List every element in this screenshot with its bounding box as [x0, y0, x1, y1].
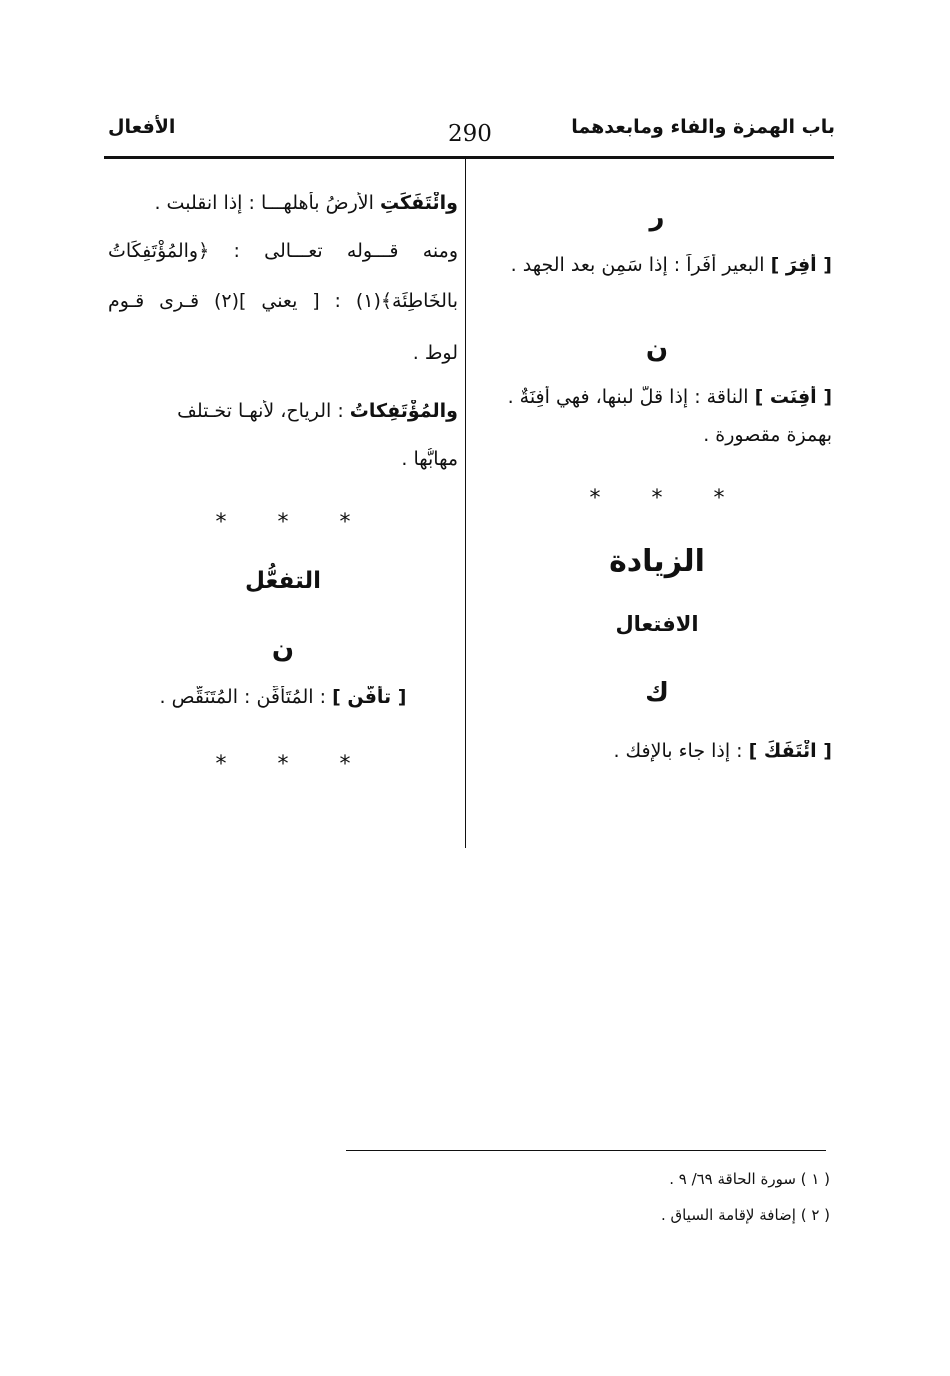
section-separator-stars: * * * — [589, 486, 747, 511]
right-column — [482, 170, 832, 780]
section-heading-tafaul: التفعُّل — [245, 568, 321, 594]
entry-definition: : المُتَأَفِّن : المُتَنَقِّص . — [159, 686, 327, 708]
entry-definition: البعير أَفَراً : إذا سَمِن بعد الجهد . — [510, 254, 765, 276]
entry-afinat-continuation: بهمزة مقصورة . — [703, 424, 832, 446]
section-separator-stars: * * * — [215, 510, 373, 535]
footnote-2: ( ٢ ) إضافة لإقامة السياق . — [660, 1206, 830, 1224]
entry-taaffan — [108, 686, 458, 726]
header-rule — [104, 156, 834, 159]
letter-heading-nun: ن — [645, 334, 669, 364]
footnote-rule — [346, 1150, 826, 1151]
entry-definition: : الرياح، لأنهـا تخـتلف — [177, 400, 344, 422]
paragraph-line: مهابُّها . — [401, 448, 458, 470]
letter-heading-nun: ن — [271, 634, 295, 664]
entry-headword: وائْتَفَكَتِ — [379, 192, 458, 214]
running-header-section: الأفعال — [108, 116, 176, 138]
quran-quote-line: بالخَاطِئَة﴾(١) : [ يعني ](٢) قـرى قـوم — [108, 290, 458, 312]
running-header-chapter: باب الهمزة والفاء ومابعدهما — [571, 116, 835, 138]
entry-definition: الأرضُ بأهلهـــا : إذا انقلبت . — [154, 192, 374, 214]
section-separator-stars: * * * — [215, 752, 373, 777]
entry-headword: [ تأَفَّن ] — [332, 686, 407, 708]
entry-itafak — [482, 740, 832, 780]
section-heading-ziyada: الزيادة — [609, 544, 705, 579]
entry-afir — [482, 254, 832, 294]
entry-definition: الناقة : إذا قلَّ لبنها، فهي أَفِنَةٌ . — [507, 386, 749, 408]
entry-definition: : إذا جاء بالإفك . — [613, 740, 743, 762]
letter-heading-kaf: ك — [645, 678, 669, 708]
entry-headword: [ ائْتَفَكَ ] — [748, 740, 832, 762]
entry-headword: والمُؤْتَفِكاتُ — [349, 400, 458, 422]
entry-itafakat — [108, 192, 458, 240]
entry-afinat — [482, 386, 832, 424]
quran-quote-line: ومنه قـــوله تعـــالى : ﴿والمُؤْتَفِكَاتُ — [108, 240, 458, 262]
column-divider — [465, 158, 466, 848]
entry-headword: [ أَفِنَت ] — [754, 386, 832, 408]
left-column — [108, 170, 458, 792]
paragraph-line: لوط . — [412, 342, 458, 364]
entry-headword: [ أَفِرَ ] — [770, 254, 832, 276]
letter-heading-ra: ر — [649, 202, 665, 232]
page-number: 290 — [448, 121, 492, 147]
subsection-heading-iftial: الافتعال — [615, 612, 699, 636]
entry-mutafikat — [108, 400, 458, 448]
footnote-1: ( ١ ) سورة الحاقة ٦٩/ ٩ . — [669, 1170, 830, 1188]
